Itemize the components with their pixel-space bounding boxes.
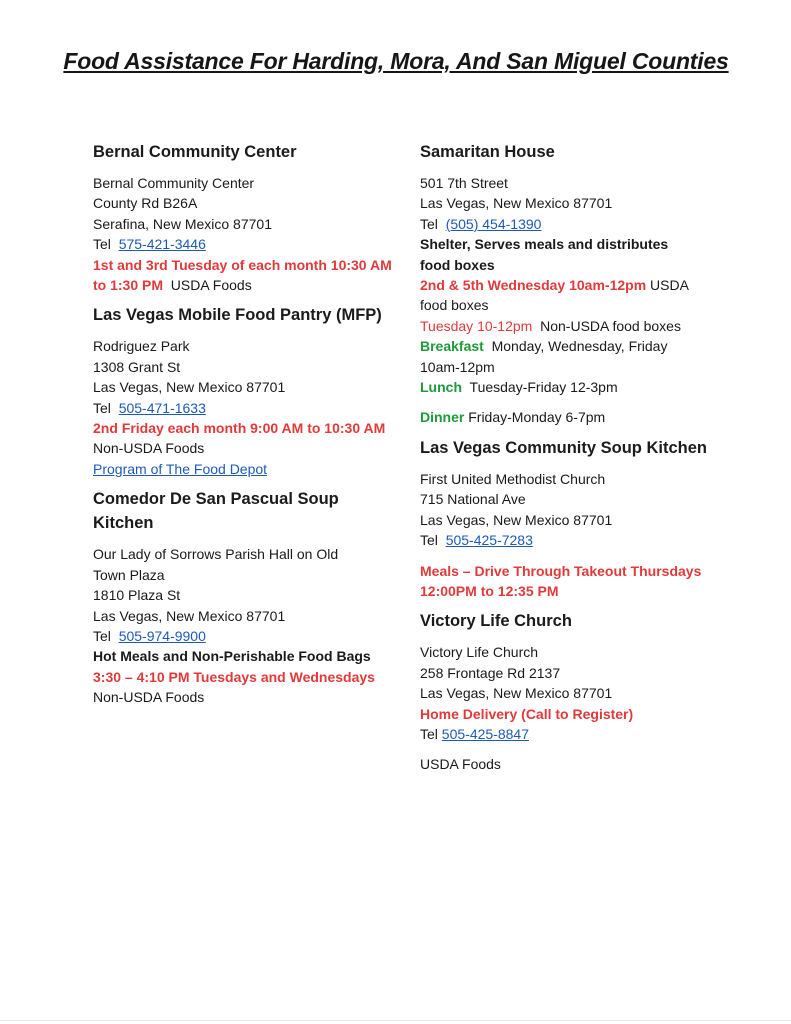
victory-food-type: USDA Foods <box>420 756 501 773</box>
mfp-phone-link[interactable]: 505-471-1633 <box>118 399 206 416</box>
bernal-section <box>93 140 393 295</box>
victory-tel-label: Tel <box>420 725 438 742</box>
bernal-schedule-line <box>93 255 393 296</box>
soup-schedule: Meals – Drive Through Takeout Thursdays 12:00PM to 12:35 PM <box>420 562 702 599</box>
samaritan-schedule2: Tuesday 10-12pm <box>420 317 533 334</box>
mfp-tel-label: Tel <box>93 399 111 416</box>
mfp-address1: 1308 Grant St <box>93 358 181 375</box>
bernal-food-type: USDA Foods <box>170 277 252 294</box>
samaritan-schedule1-line <box>420 275 700 316</box>
mfp-address2: Las Vegas, New Mexico 87701 <box>93 379 286 396</box>
soup-phone-link[interactable]: 505-425-7283 <box>445 532 533 549</box>
comedor-address1: 1810 Plaza St <box>93 587 181 604</box>
soup-address2: Las Vegas, New Mexico 87701 <box>420 511 613 528</box>
comedor-phone-line <box>93 626 393 646</box>
soup-name: First United Methodist Church <box>420 470 606 487</box>
samaritan-schedule1: 2nd & 5th Wednesday 10am-12pm <box>420 277 647 294</box>
breakfast-days: Monday, Wednesday, Friday <box>491 338 668 355</box>
page-title: Food Assistance For Harding, Mora, And San Miguel Counties <box>63 48 729 74</box>
victory-address1: 258 Frontage Rd 2137 <box>420 664 561 681</box>
samaritan-services: Shelter, Serves meals and distributes food boxes <box>420 236 669 273</box>
samaritan-phone-link[interactable]: (505) 454-1390 <box>445 215 542 232</box>
mfp-name: Rodriguez Park <box>93 338 190 355</box>
samaritan-address1: 501 7th Street <box>420 175 508 191</box>
lunch-time: Tuesday-Friday 12-3pm <box>469 379 618 396</box>
bernal-name: Bernal Community Center <box>93 175 255 191</box>
breakfast-time: 10am-12pm <box>420 358 495 375</box>
mfp-phone-line <box>93 398 393 418</box>
bernal-tel-label: Tel <box>93 236 111 253</box>
right-column <box>420 140 720 775</box>
page-bottom-edge <box>0 1020 791 1021</box>
mfp-schedule: 2nd Friday each month 9:00 AM to 10:30 AM <box>93 420 386 437</box>
samaritan-lunch-line <box>420 377 720 397</box>
mfp-section <box>93 303 393 479</box>
samaritan-schedule2-type: Non-USDA food boxes <box>540 317 681 334</box>
bernal-phone-link[interactable]: 575-421-3446 <box>118 236 206 253</box>
soup-phone-line <box>420 530 720 550</box>
dinner-time: Friday-Monday 6-7pm <box>468 409 606 426</box>
comedor-name: Our Lady of Sorrows Parish Hall on Old Town Plaza <box>93 546 339 583</box>
victory-heading: Victory Life Church <box>420 612 572 631</box>
bernal-address2: Serafina, New Mexico 87701 <box>93 215 272 232</box>
bernal-address1: County Rd B26A <box>93 195 198 212</box>
comedor-tel-label: Tel <box>93 627 111 644</box>
samaritan-schedule1-type: USDA food boxes <box>420 277 689 314</box>
bernal-phone-line <box>93 234 393 254</box>
samaritan-breakfast-line <box>420 336 720 356</box>
bernal-schedule: 1st and 3rd Tuesday of each month 10:30 AM to 1:30 PM <box>93 256 392 294</box>
samaritan-section <box>420 140 720 428</box>
comedor-schedule: 3:30 – 4:10 PM Tuesdays and Wednesdays <box>93 668 375 685</box>
victory-delivery: Home Delivery (Call to Register) <box>420 705 634 722</box>
victory-phone-link[interactable]: 505-425-8847 <box>441 725 529 742</box>
samaritan-tel-label: Tel <box>420 215 438 232</box>
comedor-address2: Las Vegas, New Mexico 87701 <box>93 607 286 624</box>
soup-tel-label: Tel <box>420 532 438 549</box>
mfp-food-type: Non-USDA Foods <box>93 440 205 457</box>
comedor-services: Hot Meals and Non-Perishable Food Bags <box>93 648 371 665</box>
comedor-phone-link[interactable]: 505-974-9900 <box>118 627 206 644</box>
breakfast-label: Breakfast <box>420 338 484 355</box>
soup-address1: 715 National Ave <box>420 491 526 508</box>
victory-phone-line <box>420 724 720 744</box>
comedor-section <box>93 487 393 707</box>
mfp-schedule-line <box>93 418 393 459</box>
left-column <box>93 140 393 708</box>
samaritan-address2: Las Vegas, New Mexico 87701 <box>420 195 613 212</box>
comedor-food-type: Non-USDA Foods <box>93 689 205 706</box>
soup-kitchen-section <box>420 436 720 601</box>
mfp-heading: Las Vegas Mobile Food Pantry (MFP) <box>93 306 382 325</box>
dinner-label: Dinner <box>420 409 465 426</box>
bernal-heading: Bernal Community Center <box>93 143 297 161</box>
lunch-label: Lunch <box>420 379 462 396</box>
samaritan-schedule2-line <box>420 316 720 336</box>
samaritan-heading: Samaritan House <box>420 143 555 161</box>
soup-heading: Las Vegas Community Soup Kitchen <box>420 438 707 457</box>
samaritan-dinner-line <box>420 407 720 427</box>
mfp-program-link[interactable]: Program of The Food Depot <box>93 460 268 477</box>
comedor-heading: Comedor De San Pascual Soup Kitchen <box>93 490 339 533</box>
samaritan-phone-line <box>420 214 720 234</box>
victory-name: Victory Life Church <box>420 644 539 661</box>
victory-section <box>420 609 720 774</box>
victory-address2: Las Vegas, New Mexico 87701 <box>420 685 613 702</box>
